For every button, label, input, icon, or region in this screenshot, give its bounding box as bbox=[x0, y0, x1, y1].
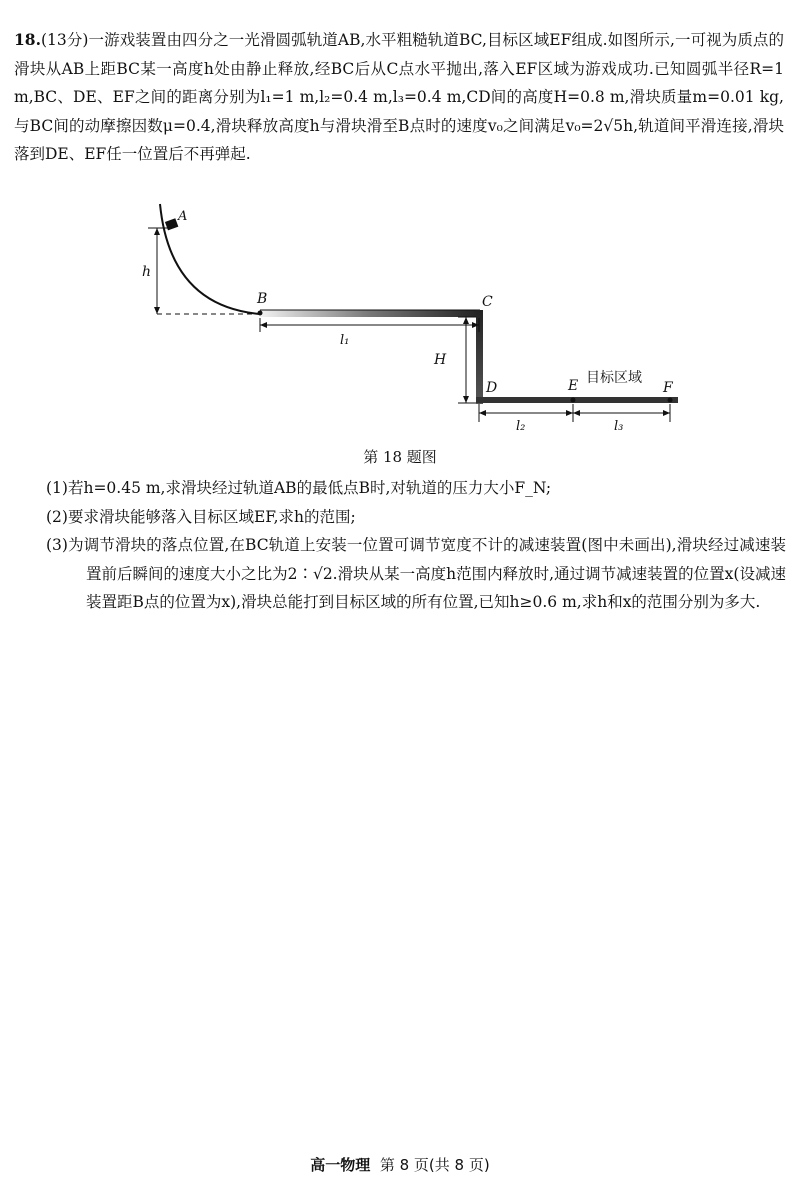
label-h: h bbox=[142, 264, 152, 280]
label-e: E bbox=[568, 378, 579, 394]
H-arrow-up bbox=[463, 317, 469, 324]
point-e bbox=[571, 398, 576, 403]
label-f: F bbox=[663, 380, 673, 396]
label-b: B bbox=[257, 291, 268, 307]
footer-page: 第 8 页(共 8 页) bbox=[379, 1156, 490, 1174]
question-number: 18. bbox=[14, 30, 41, 49]
point-f bbox=[668, 398, 673, 403]
l1-arrow-left bbox=[260, 322, 267, 328]
l2-arrow-left bbox=[479, 410, 486, 416]
figure-caption: 第 18 题图 bbox=[363, 448, 437, 466]
track-bc bbox=[260, 310, 480, 317]
label-l1: l₁ bbox=[340, 333, 350, 348]
subquestion-2: (2)要求滑块能够落入目标区域EF,求h的范围; bbox=[46, 507, 356, 526]
point-b bbox=[258, 311, 263, 316]
problem-18 bbox=[14, 26, 784, 169]
l3-arrow-left bbox=[573, 410, 580, 416]
h-arrow-down bbox=[154, 307, 160, 314]
track-diagram bbox=[130, 196, 690, 446]
footer-subject: 高一物理 bbox=[310, 1156, 371, 1174]
track-df bbox=[476, 397, 678, 403]
problem-statement: (13分)一游戏装置由四分之一光滑圆弧轨道AB,水平粗糙轨道BC,目标区域EF组成.如图所示,一可视为质点的滑块从AB上距BC某一高度h处由静止释放,经BC后从C点水平抛出,落入EF区域为游戏成功.已知圆弧半径R=1 m,BC、DE、EF之间的距离分别为l₁=1 m,l₂=0.4 m,l₃=0.4 m,CD间的高度H=0.8 m,滑块质量m=0.01 kg,与BC间的动摩擦因数μ=0.4,滑块释放高度h与滑块滑至B点时的速度v₀之间满足v₀=2√5h,轨道间平滑连接,滑块落到DE、EF任一位置后不再弹起. bbox=[14, 31, 784, 163]
label-target-area: 目标区域 bbox=[586, 370, 642, 386]
slider-block bbox=[165, 218, 178, 230]
h-arrow-up bbox=[154, 228, 160, 235]
label-l3: l₃ bbox=[614, 419, 624, 434]
label-l2: l₂ bbox=[516, 419, 526, 434]
label-H: H bbox=[434, 352, 447, 368]
l2-arrow-right bbox=[566, 410, 573, 416]
label-a: A bbox=[178, 209, 188, 224]
l3-arrow-right bbox=[663, 410, 670, 416]
subquestions bbox=[46, 474, 786, 617]
figure-18 bbox=[130, 196, 690, 446]
subquestion-1: (1)若h=0.45 m,求滑块经过轨道AB的最低点B时,对轨道的压力大小F_N; bbox=[46, 479, 552, 497]
H-arrow-down bbox=[463, 396, 469, 403]
label-d: D bbox=[486, 380, 498, 396]
page-footer bbox=[0, 1154, 800, 1175]
subquestion-3: (3)为调节滑块的落点位置,在BC轨道上安装一位置可调节宽度不计的减速装置(图中未画出),滑块经过减速装置前后瞬间的速度大小之比为2∶√2.滑块从某一高度h范围内释放时,通过调节减速装置的位置x(设减速装置距B点的位置为x),滑块总能打到目标区域的所有位置,已知h≥0.6 m,求h和x的范围分别为多大. bbox=[46, 536, 786, 611]
label-c: C bbox=[482, 294, 493, 310]
